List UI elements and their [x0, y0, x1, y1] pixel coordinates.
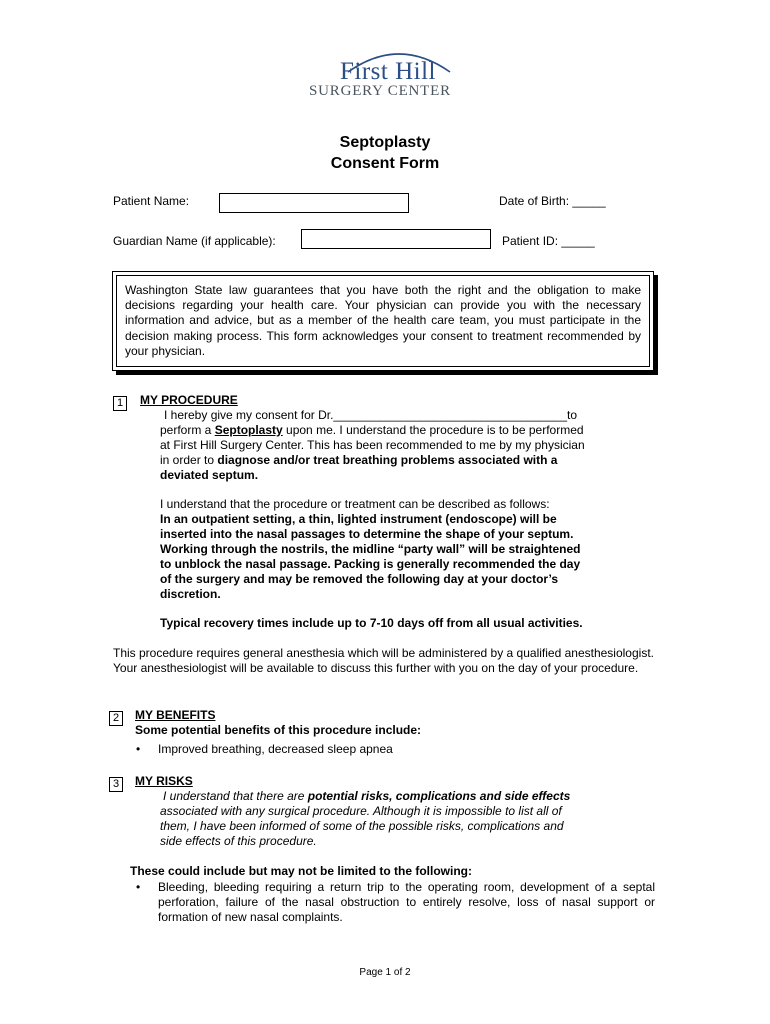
procedure-line-3: [160, 453, 557, 468]
description-line: to unblock the nasal passage. Packing is generally recommended the day: [160, 557, 581, 571]
dob-label: Date of Birth: _____: [499, 194, 606, 208]
consent-line: I hereby give my consent for Dr.___________________________________to: [164, 408, 577, 422]
patient-name-label: Patient Name:: [113, 194, 190, 208]
risks-line-1-a: I understand that there are: [163, 789, 308, 803]
description-line: Working through the nostrils, the midline “party wall” will be straightened: [160, 542, 581, 556]
risks-line: side effects of this procedure.: [160, 834, 317, 848]
description-line: In an outpatient setting, a thin, lighted instrument (endoscope) will be: [160, 512, 557, 526]
risks-line-1: [163, 789, 570, 804]
procedure-line-2: at First Hill Surgery Center. This has been recommended to me by my physician: [160, 438, 585, 452]
page-title: Septoplasty: [339, 134, 431, 151]
logo-main-text: First Hill: [340, 58, 436, 85]
procedure-line-4: deviated septum.: [160, 468, 259, 482]
section-1-heading: MY PROCEDURE: [140, 393, 238, 407]
bullet-icon: •: [136, 880, 141, 894]
page-number: Page 1 of 2: [359, 967, 411, 978]
description-intro: I understand that the procedure or treatment can be described as follows:: [160, 497, 550, 511]
procedure-line-3-b: diagnose and/or treat breathing problems associated with a: [217, 453, 558, 467]
procedure-text-b: upon me. I understand the procedure is to be performed: [282, 423, 584, 437]
bullet-icon: •: [136, 742, 141, 756]
anesthesia-paragraph: This procedure requires general anesthesia which will be administered by a qualified anesthesiologist. Your anesthesiologist will be available to discuss this further with you on the day of your procedure.: [113, 646, 654, 675]
logo-sub-text: SURGERY CENTER: [309, 83, 451, 99]
section-2-number: 2: [109, 711, 123, 726]
patient-name-field[interactable]: [219, 193, 409, 213]
description-line: of the surgery and may be removed the following day at your doctor’s: [160, 572, 559, 586]
first-hill-logo: [300, 46, 470, 102]
legal-notice-text: Washington State law guarantees that you have both the right and the obligation to make decisions regarding your health care. Your physician can provide you with the necessary information and advice, but as a member of the health care team, you must participate in the decision making process. This form acknowledges your consent to treatment recommended by your physician.: [116, 275, 650, 367]
page-subtitle: Consent Form: [330, 155, 440, 172]
risks-line: associated with any surgical procedure. Although it is impossible to list all of: [160, 804, 562, 818]
description-line: inserted into the nasal passages to determine the shape of your septum.: [160, 527, 574, 541]
procedure-name: Septoplasty: [214, 423, 283, 437]
procedure-line-3-a: in order to: [160, 453, 218, 467]
procedure-line: [160, 423, 584, 438]
section-3-number: 3: [109, 777, 123, 792]
section-2-heading: MY BENEFITS: [135, 708, 216, 722]
benefit-item: Improved breathing, decreased sleep apnea: [158, 742, 393, 756]
guardian-name-field[interactable]: [301, 229, 491, 249]
procedure-text-a: perform a: [160, 423, 215, 437]
legal-notice-box: [112, 271, 654, 371]
risk-item: Bleeding, bleeding requiring a return trip to the operating room, development of a septal perforation, failure of the nasal obstruction to entirely resolve, loss of nasal support or formation of new nasal complaints.: [158, 880, 655, 924]
risks-line: them, I have been informed of some of the possible risks, complications and: [160, 819, 564, 833]
risks-include-heading: These could include but may not be limited to the following:: [130, 864, 473, 878]
benefits-subheading: Some potential benefits of this procedure include:: [135, 723, 422, 737]
guardian-name-label: Guardian Name (if applicable):: [113, 234, 276, 248]
risks-line-1-b: potential risks, complications and side effects: [307, 789, 571, 803]
patient-id-label: Patient ID: _____: [502, 234, 595, 248]
section-3-heading: MY RISKS: [135, 774, 193, 788]
description-line: discretion.: [160, 587, 221, 601]
section-1-number: 1: [113, 396, 127, 411]
recovery-note: Typical recovery times include up to 7-10 days off from all usual activities.: [160, 616, 583, 630]
